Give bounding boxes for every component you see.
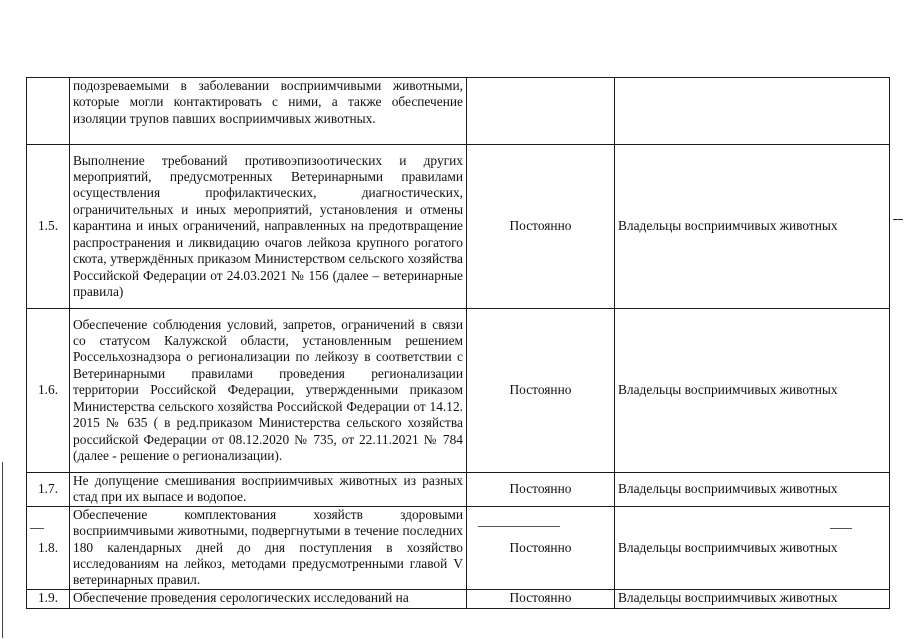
scan-artifact-line bbox=[830, 528, 852, 529]
measure-description: Обеспечение комплектования хозяйств здоровыми восприимчивыми животными, подвергнутыми в течение последних 180 календарных дней до дня поступления в хозяйство исследованиям на лейкоз, методами предусмотренными главой V ветеринарных правил. bbox=[70, 506, 467, 589]
measure-description: Выполнение требований противоэпизоотических и других мероприятий, предусмотренных Ветеринарными правилами осуществления профилактических, диагностических, ограничительных и иных мероприятий, установления и отмены карантина и иных ограничений, направленных на предотвращение распространения и ликвидацию очагов лейкоза крупного рогатого скота, утверждённых приказом Министерством сельского хозяйства Российской Федерации от 24.03.2021 № 156 (далее – ветеринарные правила) bbox=[70, 145, 467, 309]
row-number: 1.7. bbox=[27, 473, 70, 507]
measure-responsible: Владельцы восприимчивых животных bbox=[615, 309, 890, 473]
measure-responsible: Владельцы восприимчивых животных bbox=[615, 589, 890, 608]
row-number: 1.8. bbox=[27, 506, 70, 589]
measure-description: Обеспечение соблюдения условий, запретов, ограничений в связи со статусом Калужской области, установленным решением Россельхознадзора о регионализации по лейкозу в соответствии с Ветеринарными правилами проведения регионализации территории Российской Федерации, утвержденными приказом Министерства сельского хозяйства Российской Федерации от 14.12. 2015 № 635 ( в ред.приказом Министерства сельского хозяйства российской Федерации от 08.12.2020 № 735, от 22.11.2021 № 784 (далее - решение о регионализации). bbox=[70, 309, 467, 473]
measure-responsible bbox=[615, 78, 890, 145]
table-row bbox=[27, 78, 890, 145]
scan-artifact-line bbox=[30, 528, 44, 529]
measures-table bbox=[26, 77, 890, 609]
row-number: 1.9. bbox=[27, 589, 70, 608]
measure-description: Обеспечение проведения серологических исследований на bbox=[70, 589, 467, 608]
row-number: 1.6. bbox=[27, 309, 70, 473]
measure-responsible: Владельцы восприимчивых животных bbox=[615, 145, 890, 309]
scan-artifact-line bbox=[478, 526, 560, 527]
measure-term: Постоянно bbox=[467, 589, 615, 608]
measure-term: Постоянно bbox=[467, 506, 615, 589]
measure-term bbox=[467, 78, 615, 145]
measure-description: подозреваемыми в заболевании восприимчивыми животными, которые могли контактировать с ними, а также обеспечение изоляции трупов павших восприимчивых животных. bbox=[70, 78, 467, 145]
measure-description: Не допущение смешивания восприимчивых животных из разных стад при их выпасе и водопое. bbox=[70, 473, 467, 507]
scan-artifact-edge-line bbox=[2, 462, 3, 638]
measure-term: Постоянно bbox=[467, 309, 615, 473]
measure-term: Постоянно bbox=[467, 145, 615, 309]
scan-artifact-dash bbox=[893, 219, 903, 220]
table-row bbox=[27, 473, 890, 507]
table-row bbox=[27, 309, 890, 473]
row-number: 1.5. bbox=[27, 145, 70, 309]
table-row bbox=[27, 589, 890, 608]
table-row bbox=[27, 506, 890, 589]
row-number bbox=[27, 78, 70, 145]
measure-responsible: Владельцы восприимчивых животных bbox=[615, 473, 890, 507]
measure-term: Постоянно bbox=[467, 473, 615, 507]
table-row bbox=[27, 145, 890, 309]
measure-responsible: Владельцы восприимчивых животных bbox=[615, 506, 890, 589]
